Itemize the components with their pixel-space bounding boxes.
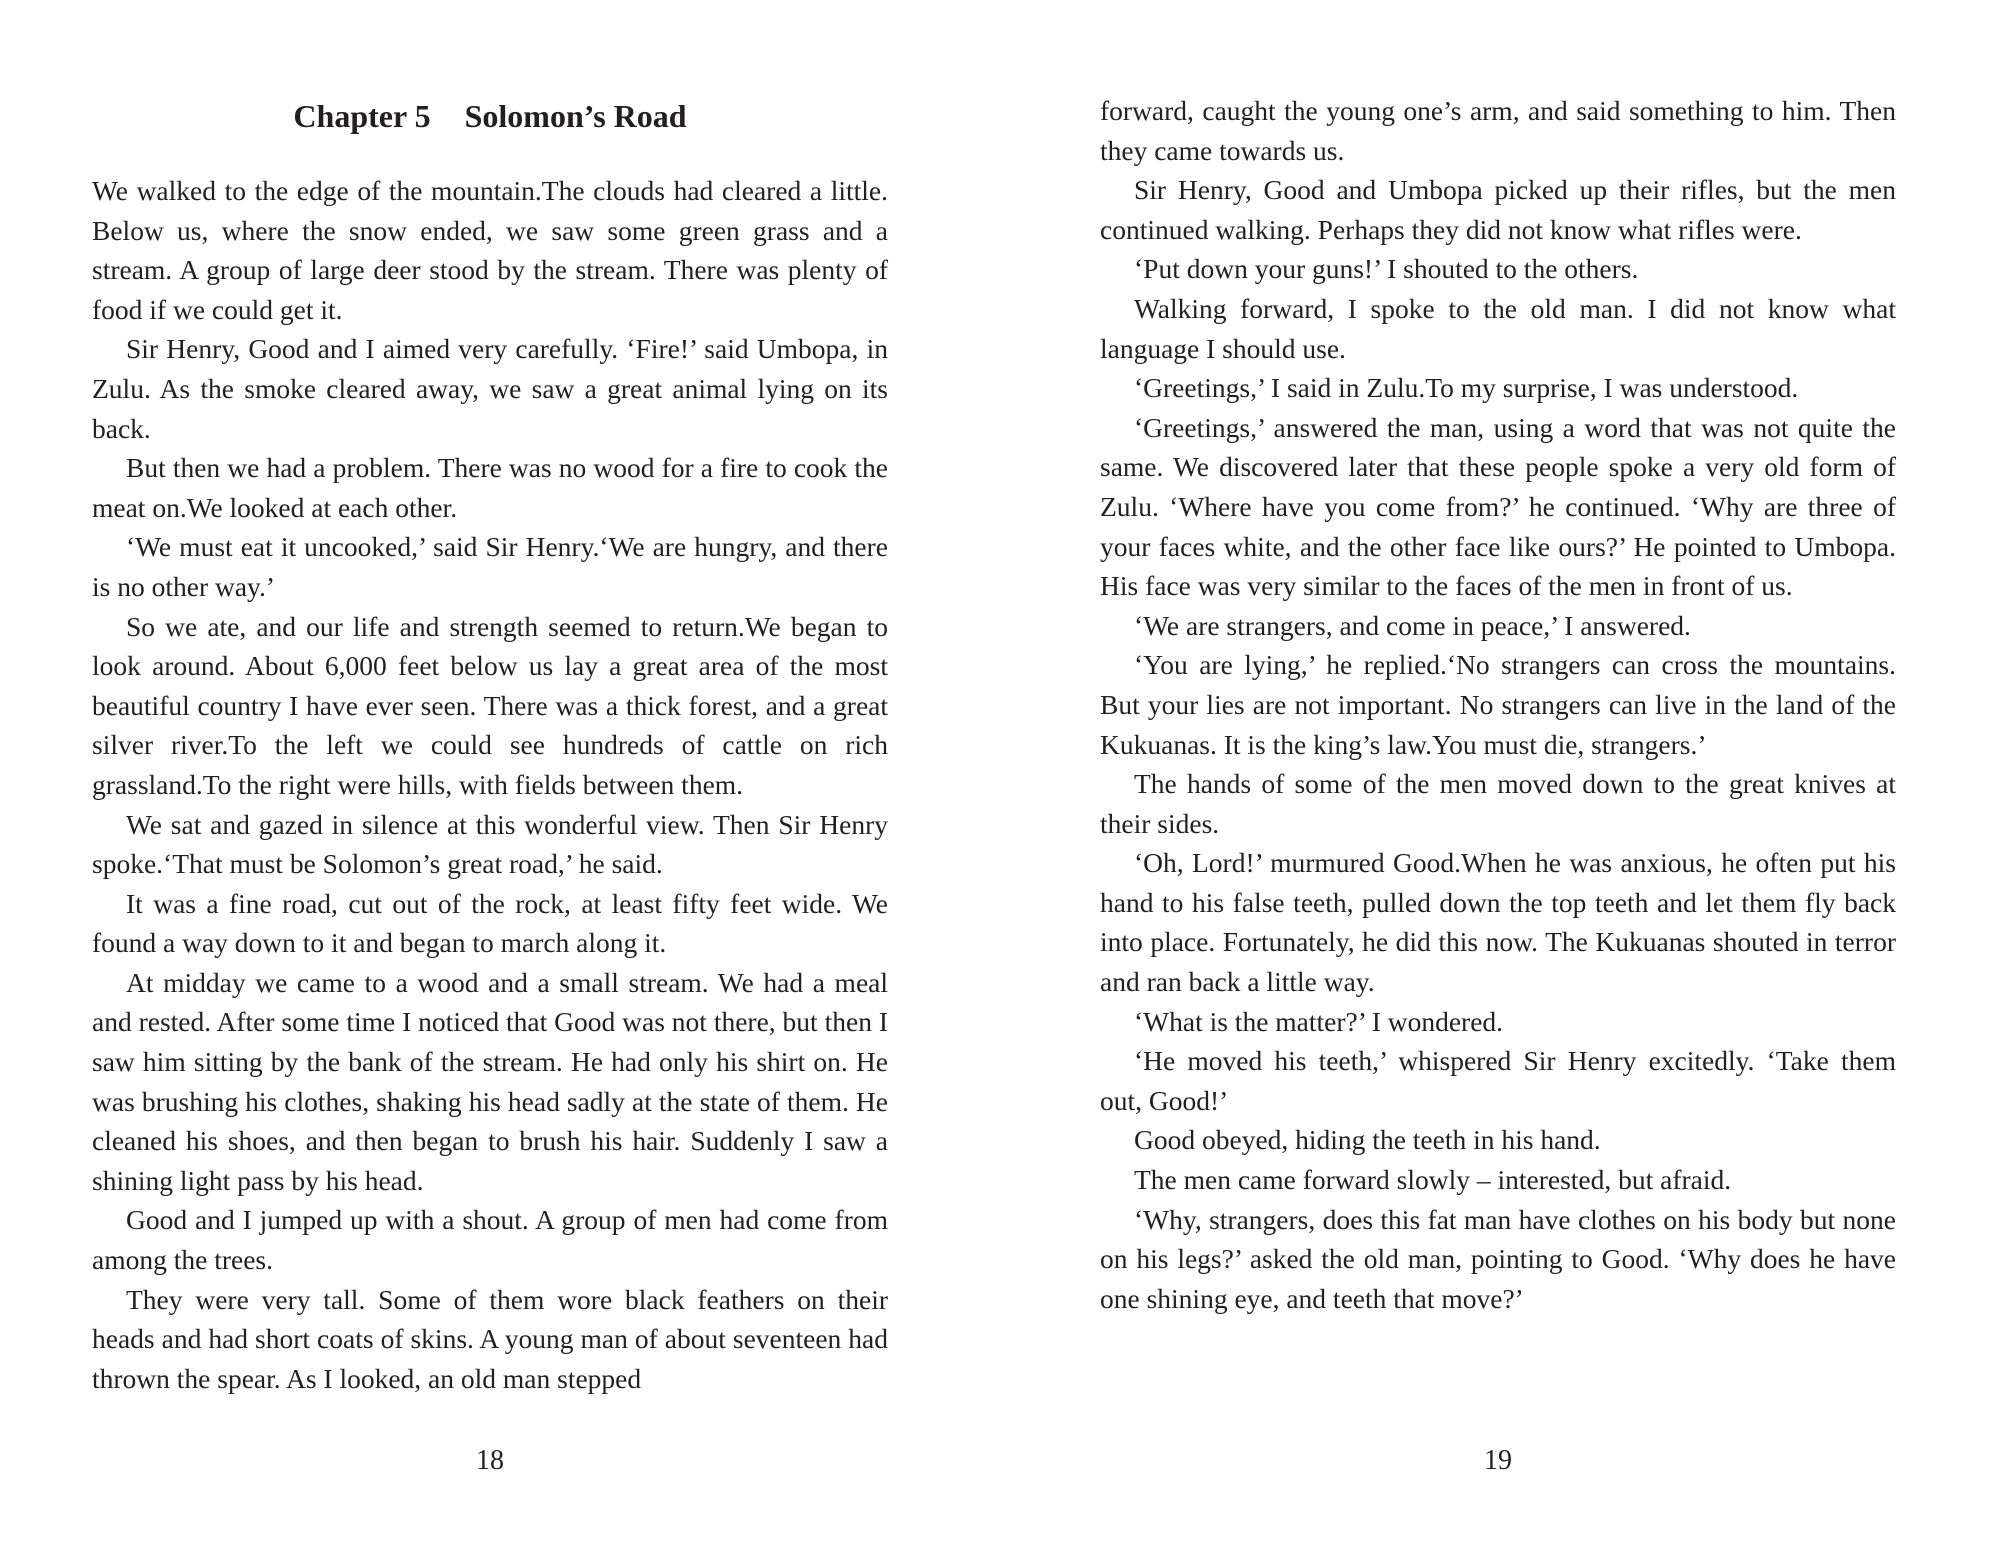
continuation-paragraph: forward, caught the young one’s arm, and said something to him. Then they came towards us.	[1100, 95, 1896, 166]
paragraph: ‘Greetings,’ I said in Zulu.To my surprise, I was understood.	[1134, 372, 1799, 404]
paragraph: The men came forward slowly – interested, but afraid.	[1134, 1164, 1732, 1196]
paragraph: But then we had a problem. There was no wood for a fire to cook the meat on.We looked at each other.	[92, 452, 888, 523]
right-page	[1100, 0, 1896, 1544]
paragraph: ‘We are strangers, and come in peace,’ I answered.	[1134, 609, 1691, 641]
paragraph: So we ate, and our life and strength seemed to return.We began to look around. About 6,000 feet below us lay a great area of the most beautiful country I have ever seen. There was a thick forest, and a great silver river.To the left we could see hundreds of cattle on rich grassland.To the right were hills, with fields between them.	[92, 610, 888, 800]
paragraph: ‘Greetings,’ answered the man, using a word that was not quite the same. We discovered later that these people spoke a very old form of Zulu. ‘Where have you come from?’ he continued. ‘Why are three of your faces white, and the other face like ours?’ He pointed to Umbopa. His face was very similar to the faces of the men in front of us.	[1100, 411, 1896, 602]
page-number-right: 19	[1484, 1445, 1512, 1476]
paragraph: ‘Why, strangers, does this fat man have clothes on his body but none on his legs?’ asked the old man, pointing to Good. ‘Why does he have one shining eye, and teeth that move?’	[1100, 1203, 1896, 1314]
paragraph: ‘You are lying,’ he replied.‘No strangers can cross the mountains. But your lies are not important. No strangers can live in the land of the Kukuanas. It is the king’s law.You must die, strangers.’	[1100, 649, 1896, 760]
paragraph: We walked to the edge of the mountain.The clouds had cleared a little. Below us, where the snow ended, we saw some green grass and a stream. A group of large deer stood by the stream. There was plenty of food if we could get it.	[92, 175, 888, 325]
paragraph: Sir Henry, Good and I aimed very carefully. ‘Fire!’ said Umbopa, in Zulu. As the smoke cleared away, we saw a great animal lying on its back.	[92, 333, 888, 444]
paragraph: We sat and gazed in silence at this wonderful view. Then Sir Henry spoke.‘That must be Solomon’s great road,’ he said.	[92, 808, 888, 880]
paragraph: They were very tall. Some of them wore black feathers on their heads and had short coats of skins. A young man of about seventeen had thrown the spear. As I looked, an old man stepped	[92, 1283, 888, 1394]
paragraph: At midday we came to a wood and a small stream. We had a meal and rested. After some time I noticed that Good was not there, but then I saw him sitting by the bank of the stream. He had only his shirt on. He was brushing his clothes, shaking his head sadly at the state of them. He cleaned his shoes, and then began to brush his hair. Suddenly I saw a shining light pass by his head.	[92, 966, 888, 1196]
left-page-text	[92, 171, 888, 1398]
paragraph: ‘He moved his teeth,’ whispered Sir Henry excitedly. ‘Take them out, Good!’	[1100, 1045, 1896, 1116]
paragraph: ‘Put down your guns!’ I shouted to the others.	[1134, 253, 1639, 285]
paragraph: It was a fine road, cut out of the rock, at least fifty feet wide. We found a way down to it and began to march along it.	[92, 887, 888, 959]
paragraph: Good obeyed, hiding the teeth in his hand.	[1134, 1124, 1601, 1156]
paragraph: The hands of some of the men moved down to the great knives at their sides.	[1100, 768, 1896, 839]
paragraph: ‘Oh, Lord!’ murmured Good.When he was anxious, he often put his hand to his false teeth, pulled down the top teeth and let them fly back into place. Fortunately, he did this now. The Kukuanas shouted in terror and ran back a little way.	[1100, 847, 1896, 998]
chapter-heading	[92, 88, 888, 144]
chapter-title: Solomon’s Road	[464, 98, 687, 134]
page-number-left: 18	[476, 1445, 504, 1476]
left-page	[92, 0, 888, 1544]
chapter-label: Chapter 5	[293, 98, 431, 134]
paragraph: Walking forward, I spoke to the old man. I did not know what language I should use.	[1100, 292, 1896, 364]
paragraph: ‘What is the matter?’ I wondered.	[1134, 1005, 1504, 1037]
right-page-text	[1100, 91, 1896, 1318]
paragraph: Good and I jumped up with a shout. A group of men had come from among the trees.	[92, 1204, 888, 1276]
paragraph: Sir Henry, Good and Umbopa picked up their rifles, but the men continued walking. Perhaps they did not know what rifles were.	[1100, 174, 1896, 245]
paragraph: ‘We must eat it uncooked,’ said Sir Henry.‘We are hungry, and there is no other way.’	[92, 531, 888, 602]
